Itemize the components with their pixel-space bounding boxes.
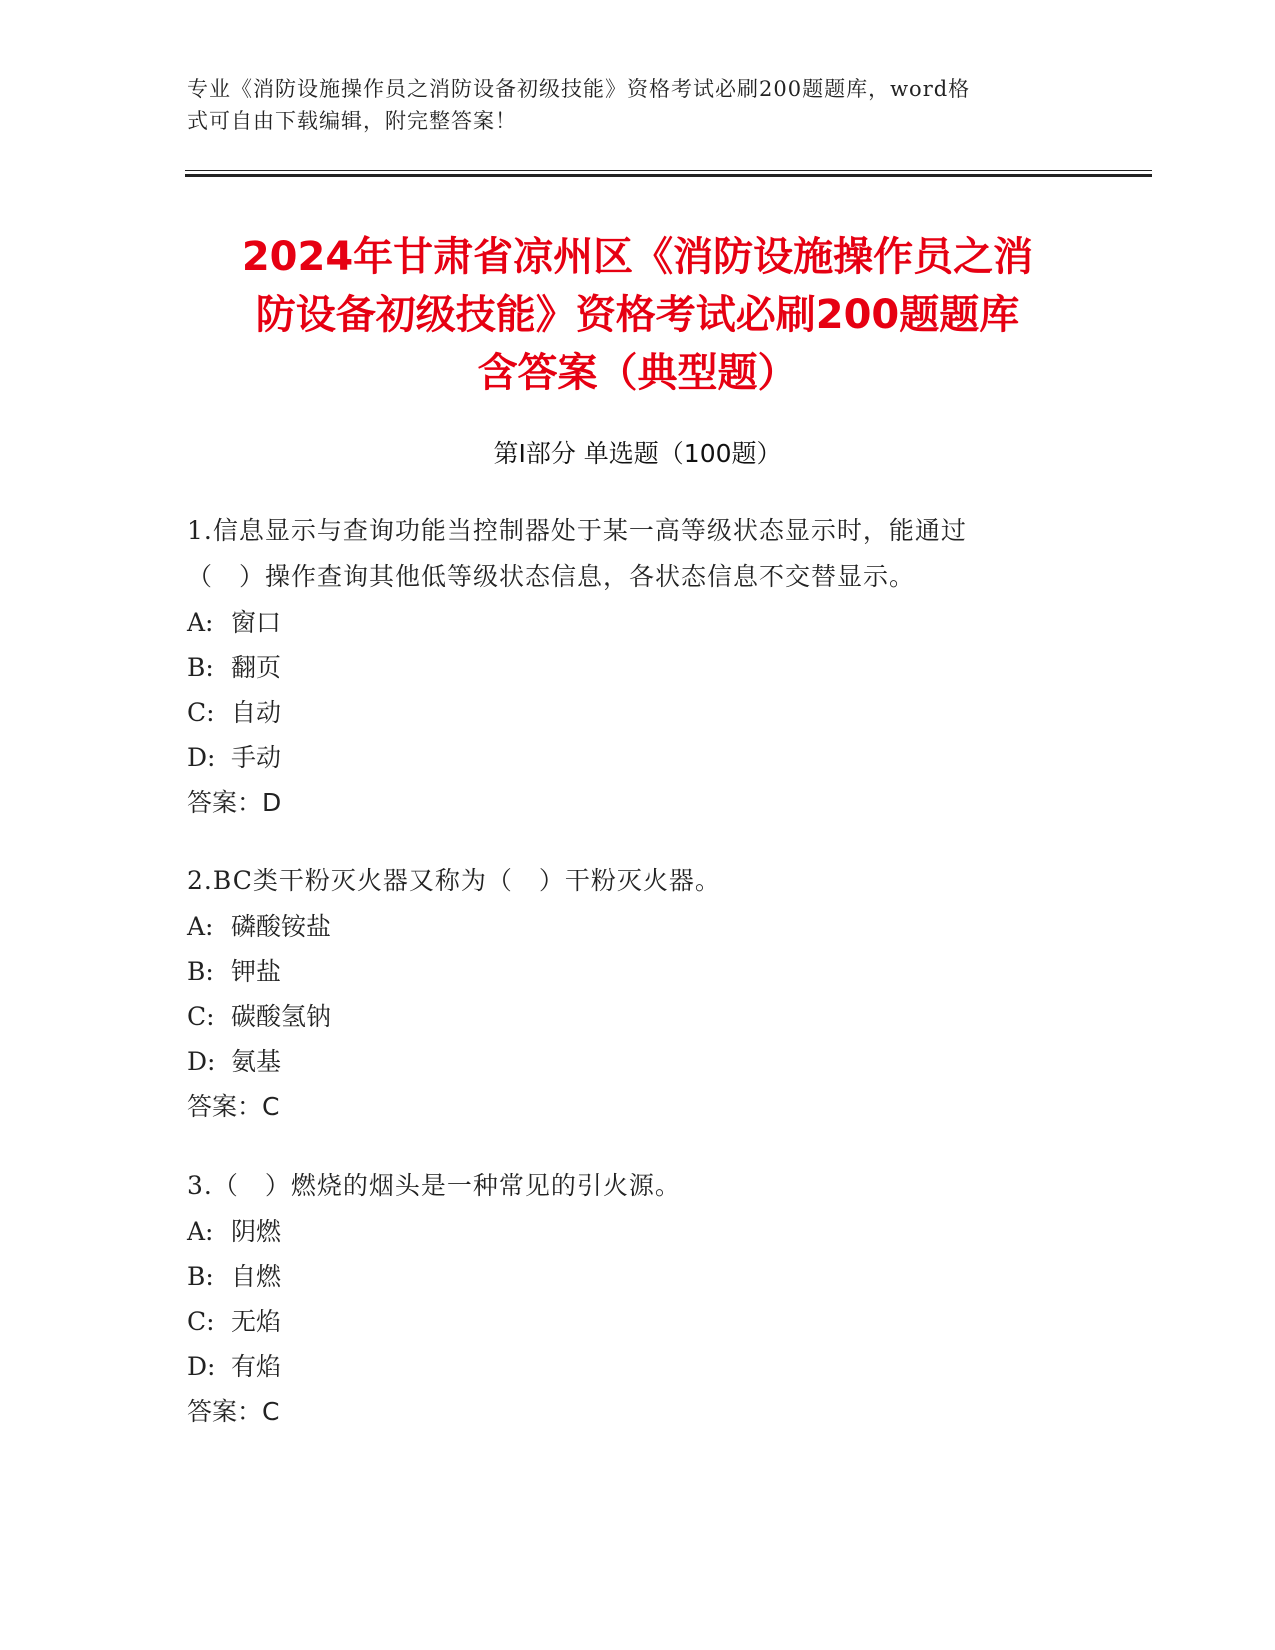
option-key: D:: [187, 1352, 216, 1381]
option-key: A:: [187, 1217, 214, 1246]
option-text: 阴燃: [231, 1217, 282, 1246]
option-b: [187, 645, 1087, 690]
option-text: 自燃: [231, 1262, 282, 1291]
option-text: 翻页: [231, 653, 282, 682]
header-note: [187, 73, 1067, 137]
option-text: 碳酸氢钠: [231, 1002, 332, 1031]
option-key: B:: [187, 957, 214, 986]
option-text: 无焰: [231, 1307, 282, 1336]
option-a: [187, 904, 1087, 949]
document-title-line-2: 防设备初级技能》资格考试必刷200题题库: [255, 292, 1020, 338]
option-c: [187, 994, 1087, 1039]
question-stem-line-1: 3.（ ）燃烧的烟头是一种常见的引火源。: [187, 1171, 681, 1200]
question-stem-line-1: 1.信息显示与查询功能当控制器处于某一高等级状态显示时，能通过: [187, 516, 967, 545]
header-rule-thin: [185, 170, 1152, 171]
answer-line: 答案：C: [187, 1397, 280, 1426]
question-stem: [187, 858, 1087, 904]
option-text: 磷酸铵盐: [231, 912, 332, 941]
option-key: C:: [187, 1307, 215, 1336]
option-d: [187, 735, 1087, 780]
question-3: [187, 1163, 1087, 1434]
option-d: [187, 1344, 1087, 1389]
option-c: [187, 690, 1087, 735]
answer-line: 答案：C: [187, 1092, 280, 1121]
option-key: A:: [187, 912, 214, 941]
document-title-line-3: 含答案（典型题）: [477, 350, 798, 396]
question-stem: [187, 508, 1087, 600]
question-stem: [187, 1163, 1087, 1209]
header-note-line-1: 专业《消防设施操作员之消防设备初级技能》资格考试必刷200题题库，word格: [187, 77, 971, 101]
option-text: 氨基: [231, 1047, 282, 1076]
section-title: 第Ⅰ部分 单选题（100题）: [493, 439, 782, 468]
header-rule-thick: [185, 174, 1152, 177]
option-a: [187, 600, 1087, 645]
option-key: B:: [187, 653, 214, 682]
question-stem-line-2: （ ）操作查询其他低等级状态信息，各状态信息不交替显示。: [187, 562, 916, 591]
option-key: C:: [187, 698, 215, 727]
option-d: [187, 1039, 1087, 1084]
option-text: 手动: [231, 743, 282, 772]
option-key: C:: [187, 1002, 215, 1031]
option-text: 自动: [231, 698, 282, 727]
option-text: 钾盐: [231, 957, 282, 986]
option-text: 窗口: [231, 608, 282, 637]
header-note-line-2: 式可自由下载编辑，附完整答案！: [187, 109, 517, 133]
answer-line: 答案：D: [187, 788, 282, 817]
option-text: 有焰: [231, 1352, 282, 1381]
option-key: B:: [187, 1262, 214, 1291]
option-a: [187, 1209, 1087, 1254]
option-key: D:: [187, 743, 216, 772]
question-stem-line-1: 2.BC类干粉灭火器又称为（ ）干粉灭火器。: [187, 866, 721, 895]
option-b: [187, 949, 1087, 994]
document-title: [150, 228, 1125, 402]
option-key: D:: [187, 1047, 216, 1076]
option-c: [187, 1299, 1087, 1344]
document-title-line-1: 2024年甘肃省凉州区《消防设施操作员之消: [241, 234, 1034, 280]
question-2: [187, 858, 1087, 1129]
question-1: [187, 508, 1087, 825]
option-key: A:: [187, 608, 214, 637]
option-b: [187, 1254, 1087, 1299]
